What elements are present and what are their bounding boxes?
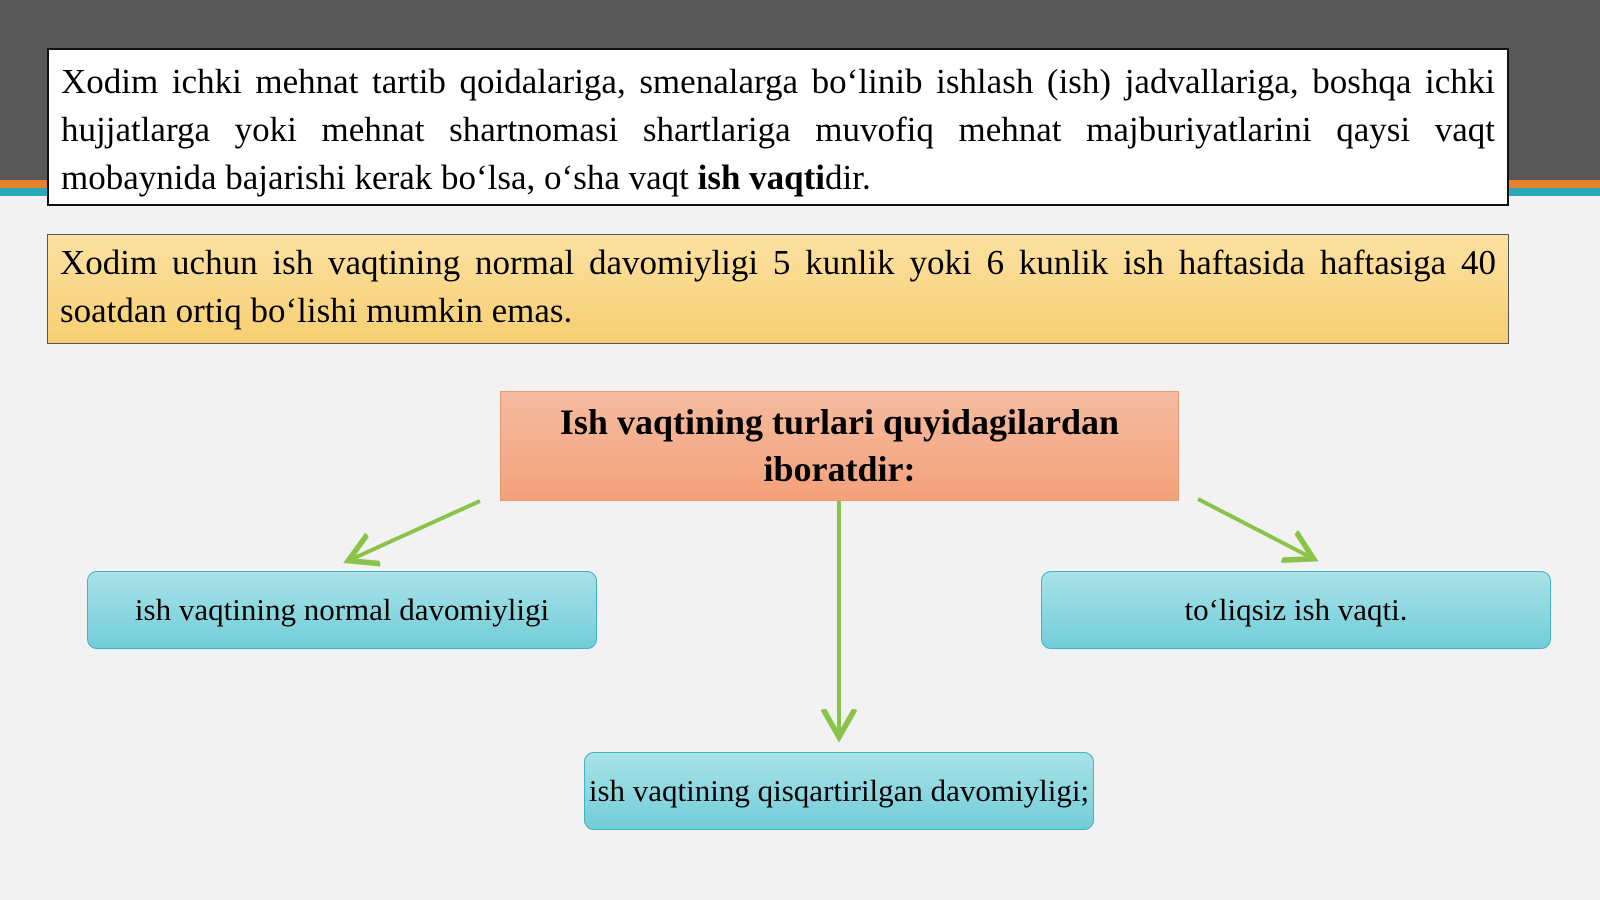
- type-label: ish vaqtining qisqartirilgan davomiyligi;: [588, 773, 1090, 808]
- arrow-right: [1198, 499, 1310, 557]
- type-label: ish vaqtining normal davomiyligi: [134, 592, 550, 627]
- definition-term: ish vaqti: [697, 158, 826, 197]
- definition-text: Xodim ichki mehnat tartib qoidalariga, smenalarga bo‘linib ishlash (ish) jadvallariga, boshqa ichki hujjatlarga yoki mehnat shartnomasi shartlariga muvofiq mehnat majburiyatlarini qaysi vaqt mobaynida bajarishi kerak bo‘lsa, o‘sha vaqt: [61, 62, 1495, 197]
- type-normal-duration: [87, 571, 597, 649]
- type-label: to‘liqsiz ish vaqti.: [1184, 592, 1408, 627]
- diagram-heading-text: Ish vaqtining turlari quyidagilardan iboratdir:: [559, 402, 1120, 489]
- type-part-time: [1041, 571, 1551, 649]
- type-reduced-duration: [584, 752, 1094, 830]
- definition-suffix: dir.: [825, 158, 871, 197]
- note-text: Xodim uchun ish vaqtining normal davomiyligi 5 kunlik yoki 6 kunlik ish haftasida haftasiga 40 soatdan ortiq bo‘lishi mumkin emas.: [60, 243, 1496, 330]
- arrow-left: [352, 501, 480, 559]
